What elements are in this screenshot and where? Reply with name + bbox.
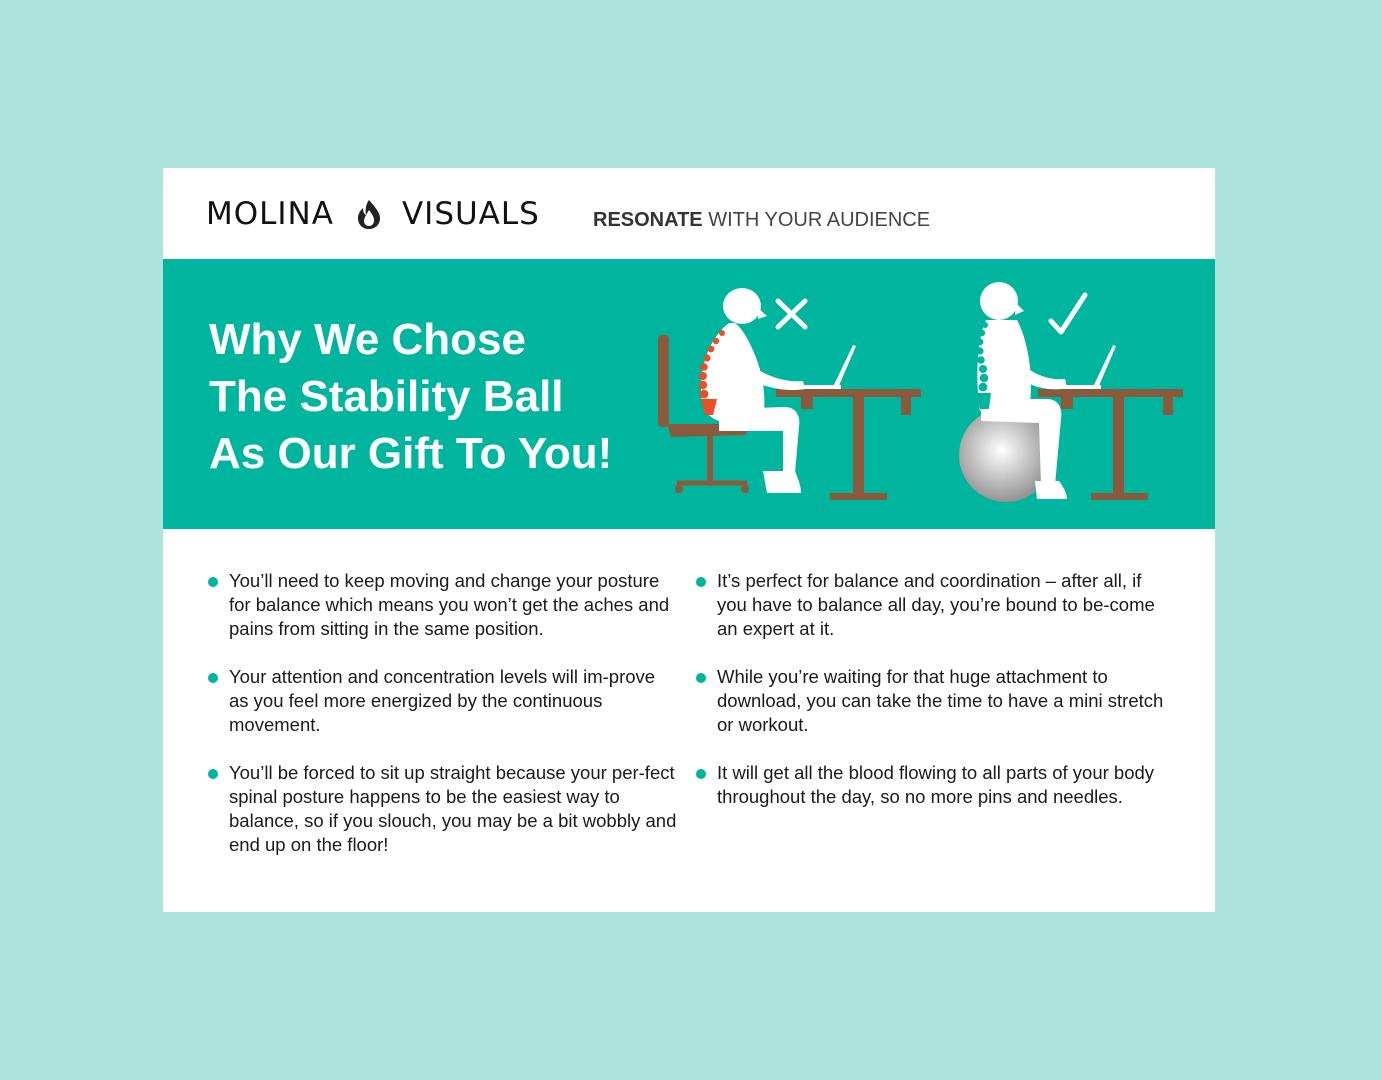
bullet-dot <box>208 577 218 587</box>
flame-drop-icon <box>354 197 384 231</box>
check-mark-icon <box>1051 295 1085 332</box>
list-item <box>696 665 1166 737</box>
list-item <box>208 569 678 641</box>
x-mark-icon <box>778 301 805 327</box>
brand-name-left: MOLINA <box>206 196 334 232</box>
bullet-dot <box>696 577 706 587</box>
infographic-card <box>163 168 1215 912</box>
posture-illustration <box>643 259 1215 529</box>
laptop-left <box>803 345 856 389</box>
list-item <box>208 665 678 737</box>
headline-line: Why We Chose <box>209 315 527 364</box>
tagline-bold: RESONATE <box>593 209 703 231</box>
list-item <box>696 761 1166 809</box>
brand-logo <box>206 196 540 232</box>
brand-name-right: VISUALS <box>401 196 540 232</box>
bullet-dot <box>208 769 218 779</box>
headline-line: The Stability Ball <box>209 372 564 421</box>
benefits-column-left <box>208 569 678 881</box>
hero-banner <box>163 259 1215 529</box>
bullet-dot <box>696 673 706 683</box>
tagline-rest: WITH YOUR AUDIENCE <box>702 209 931 231</box>
headline-line: As Our Gift To You! <box>209 429 613 478</box>
brand-header <box>163 168 1215 259</box>
headline <box>209 311 612 482</box>
bullet-text: You’ll need to keep moving and change your posture for balance which means you won’t get the aches and pains from sitting in the same position. <box>229 570 670 639</box>
bullet-text: While you’re waiting for that huge attachment to download, you can take the time to have a mini stretch or workout. <box>717 666 1164 735</box>
bullet-text: You’ll be forced to sit up straight because your per-fect spinal posture happens to be the easiest way to balance, so if you slouch, you may be a bit wobbly and end up on the floor! <box>229 762 677 855</box>
bullet-text: Your attention and concentration levels will im-prove as you feel more energized by the continuous movement. <box>229 666 656 735</box>
laptop-right <box>1063 345 1116 389</box>
bullet-text: It will get all the blood flowing to all parts of your body throughout the day, so no more pins and needles. <box>717 762 1155 807</box>
list-item <box>208 761 678 857</box>
bullet-text: It’s perfect for balance and coordination – after all, if you have to balance all day, you’re bound to be-come an expert at it. <box>717 570 1155 639</box>
bullet-dot <box>208 673 218 683</box>
list-item <box>696 569 1166 641</box>
benefits-column-right <box>696 569 1166 833</box>
bullet-dot <box>696 769 706 779</box>
brand-tagline <box>593 209 930 232</box>
